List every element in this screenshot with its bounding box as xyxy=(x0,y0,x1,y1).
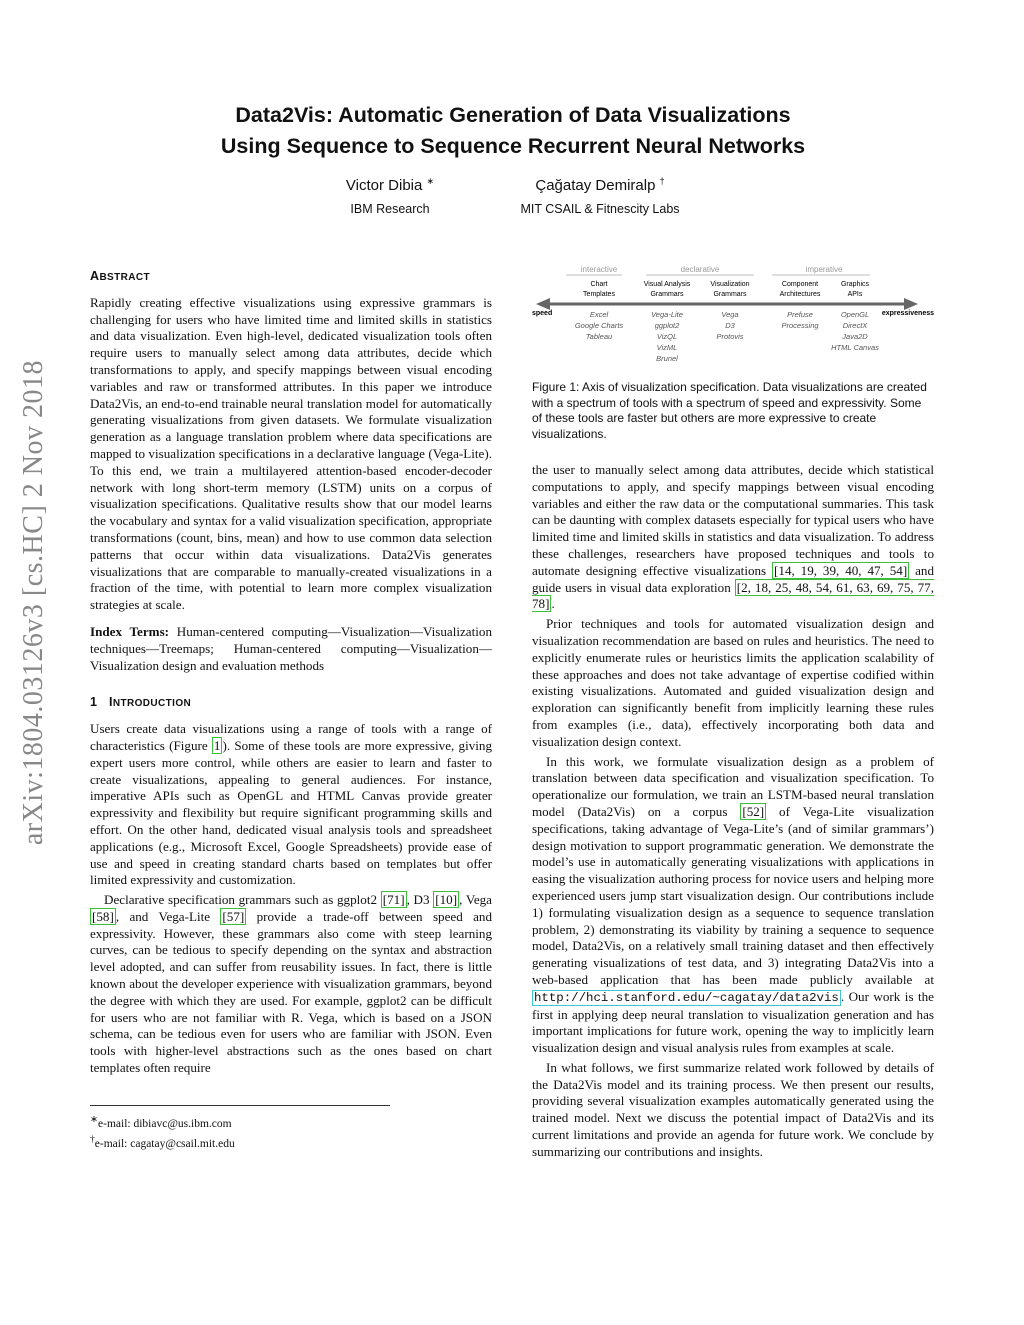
intro-paragraph-1: Users create data visualizations using a range of tools with a range of characteristics (Figure 1 ). Some of these tools are more expressive, giving expert users more control, while others are easier to learn and faster to create visualizations, appealing to general audiences. For instance, imperative APIs such as OpenGL and HTML Canvas provide greater expressivity and flexibility but require significant programming skills and effort. On the other hand, dedicated visual analysis tools and spreadsheet applications (e.g., Microsoft Excel, Google Spreadsheets) provide ease of use and speed in creating standard charts based on templates but offer limited expressivity and customization. xyxy=(90,721,492,888)
axis-label-expressiveness: expressiveness xyxy=(881,310,934,317)
tool-name: OpenGL xyxy=(840,310,870,319)
citation-link[interactable]: [58] xyxy=(92,908,114,924)
paper-title xyxy=(90,100,936,162)
citation-link[interactable]: [14, 19, 39, 40, 47, 54] xyxy=(774,562,908,578)
footnote-divider xyxy=(90,1105,390,1106)
tool-name: Excel xyxy=(589,310,609,319)
author-name: Victor Dibia xyxy=(345,177,423,194)
body-paragraph-3: In this work, we formulate visualization design as a problem of translation between data specification and visualization specification. To operationalize our formulation, we train an LSTM-based neural translation model (Data2Vis) on a corpus [52] of Vega-Lite visualization specifications, taking advantage of Vega-Lite’s (and of similar grammars’) design motivation to support programmatic generation. We demonstrate the model’s use in automatically generating visualizations with applications in easing the visualization authoring process for novice users and helping more experienced users jump start visualization design. Our contributions include 1) formulating visualization design as a sequence to sequence translation problem, 2) demonstrating its viability by training a sequence to sequence model, Data2Vis, on a relatively small training dataset and then effectively generating visualizations of test data, and 3) integrating Data2Vis into a web-based application that has been made publicly available at http://hci.stanford.edu/~cagatay/data2vis . Our work is the first in applying deep neural translation to visualization generation and has important implications for future work, opening the way to implicitly learn visualization design and visual analysis rules from examples at scale. xyxy=(532,753,934,1056)
title-line-1: Data2Vis: Automatic Generation of Data Visualizations xyxy=(235,103,791,127)
tool-columns xyxy=(575,281,879,363)
column-header: Visualization xyxy=(710,281,750,288)
tool-name: VizQL xyxy=(656,332,678,341)
axis-arrow-left xyxy=(536,298,550,310)
column-header: Chart xyxy=(590,281,608,288)
body-paragraph-1: the user to manually select among data attributes, decide which statistical computations to apply, and specify mappings between visual encoding variables and either the raw data or the computational summaries. This task can be daunting with complex datasets especially for typical users who have limited time and limited skills in statistics and data visualization. To address these challenges, researchers have proposed techniques and tools to automate designing effective visualizations [14, 19, 39, 40, 47, 54] and guide users in visual data exploration [2, 18, 25, 48, 54, 61, 63, 69, 75, 77, 78] . xyxy=(532,462,934,612)
figure-caption: Figure 1: Axis of visualization specification. Data visualizations are created with a spectrum of tools with a spectrum of speed and expressivity. Some of these tools are faster but others are more expressive to create visualizations. xyxy=(532,380,927,441)
tool-name: Java2D xyxy=(842,332,868,341)
group-label-imperative: imperative xyxy=(805,265,843,274)
footnote-item: †e-mail: cagatay@csail.mit.edu xyxy=(90,1133,235,1150)
tool-name: HTML Canvas xyxy=(831,343,879,352)
group-label-declarative: declarative xyxy=(680,265,720,274)
spectrum-diagram xyxy=(532,262,934,372)
column-header: Visual Analysis xyxy=(643,281,691,288)
tool-name: Vega xyxy=(721,310,739,319)
author-mark: † xyxy=(659,176,665,186)
introduction-heading: 1 INTRODUCTION xyxy=(90,695,192,710)
tool-name: VizML xyxy=(656,343,678,352)
footnotes xyxy=(90,1105,492,1152)
author-1 xyxy=(300,176,480,216)
left-column xyxy=(90,268,492,1077)
author-mark: ∗ xyxy=(426,176,435,186)
tool-name: Tableau xyxy=(585,332,613,341)
figure-ref-link[interactable]: 1 xyxy=(213,737,221,753)
tool-name: Google Charts xyxy=(574,321,624,330)
citation-link[interactable]: [2, 18, 25, 48, 54, 61, 63, 69, 75, 77, 78] xyxy=(532,579,934,612)
author-affiliation: IBM Research xyxy=(350,202,430,216)
citation-link[interactable]: [71] xyxy=(382,892,405,908)
tool-name: Vega-Lite xyxy=(651,310,683,319)
group-label-interactive: interactive xyxy=(580,265,618,274)
tool-name: Processing xyxy=(781,321,819,330)
column-header: Grammars xyxy=(650,291,684,298)
arxiv-identifier: arXiv:1804.03126v3 [cs.HC] 2 Nov 2018 xyxy=(18,360,49,846)
tool-name: ggplot2 xyxy=(654,321,680,330)
column-header: APIs xyxy=(847,291,863,298)
right-column xyxy=(532,462,934,1161)
column-header: Component xyxy=(781,281,819,288)
citation-link[interactable]: [10] xyxy=(435,892,458,908)
tool-name: Prefuse xyxy=(787,310,813,319)
citation-link[interactable]: [52] xyxy=(742,803,765,819)
index-terms xyxy=(90,624,492,674)
author-name: Çağatay Demiralp xyxy=(535,177,656,194)
title-block xyxy=(90,100,936,162)
project-url-link[interactable]: http://hci.stanford.edu/~cagatay/data2vis xyxy=(534,990,839,1005)
abstract-text: Rapidly creating effective visualizations using expressive grammars is challenging for users who have limited time and limited skills in statistics and data visualization. Even high-level, dedicated visualization tools often require users to manually select among data attributes, decide which transformations to apply, and specify mappings between visual encoding variables and raw or transformed attributes. In this paper we introduce Data2Vis, an end-to-end trainable neural translation model for automatically generating visualizations from given datasets. We formulate visualization generation as a language translation problem where data specifications are mapped to visualization specifications in a declarative language (Vega-Lite). To this end, we train a multilayered attention-based encoder-decoder network with long short-term memory (LSTM) units on a corpus of visualization specifications. Qualitative results show that our model learns the vocabulary and syntax for a valid visualization specification, appropriate transformations (count, bins, mean) and how to use common data selection patterns that occur within data visualizations. Data2Vis generates visualizations that are comparable to manually-created visualizations in a fraction of the time, with potential to learn more complex visualization strategies at scale. xyxy=(90,294,492,613)
title-line-2: Using Sequence to Sequence Recurrent Neural Networks xyxy=(220,134,806,158)
body-paragraph-4: In what follows, we first summarize related work followed by details of the Data2Vis model and its training process. We then present our results, providing several visualization examples automatically generated using the trained model. Next we discuss the potential impact of Data2Vis and its current limitations and provide an agenda for future work. We conclude by summarizing our contributions and insights. xyxy=(532,1059,934,1159)
tool-name: Protovis xyxy=(716,332,744,341)
tool-name: DirectX xyxy=(842,321,868,330)
index-terms-label: Index Terms: xyxy=(90,623,170,639)
body-paragraph-2: Prior techniques and tools for automated visualization design and visualization recommendation are based on rules and heuristics. The need to explicitly enumerate rules or heuristics limits the application scalability of these approaches and does not take advantage of expertise codified within existing visualizations. Automated and guided visualization design and exploration can significantly benefit from implicitly learning these rules from examples (i.e., data), effectively incorporating both data and visualization design context. xyxy=(532,616,934,749)
tool-name: Brunel xyxy=(656,354,678,363)
figure-1 xyxy=(532,262,934,442)
axis-arrow-right xyxy=(904,298,918,310)
intro-paragraph-2: Declarative specification grammars such as ggplot2 [71] , D3 [10] , Vega [58] , and Vega-Lite [57] provide a trade-off between speed and expressivity. However, these grammars also come with steep learning curves, can be tedious to specify depending on the syntax and abstraction level adopted, and can suffer from reusability issues. In fact, there is little known about the developer experience with visualization grammars, beyond the degree with which they are used. For example, ggplot2 can be difficult for users who are not familiar with R. Vega, which is based on a JSON schema, can be tedious even for users who are familiar with JSON. Even tools with higher-level abstractions such as the ones based on chart templates often require xyxy=(90,892,492,1076)
axis-label-speed: speed xyxy=(532,310,553,317)
index-terms-text: Human-centered computing—Visualization—Visualization techniques—Treemaps; Human-centered computing—Visualization—Visualization design and evaluation methods xyxy=(90,623,492,673)
author-affiliation: MIT CSAIL & Fitnescity Labs xyxy=(520,202,680,216)
column-header: Grammars xyxy=(713,291,747,298)
author-2 xyxy=(490,176,710,216)
abstract-heading: ABSTRACT xyxy=(90,269,151,283)
column-header: Graphics xyxy=(840,281,870,288)
footnote-item: ∗e-mail: dibiavc@us.ibm.com xyxy=(90,1114,232,1130)
column-header: Templates xyxy=(583,291,615,298)
citation-link[interactable]: [57] xyxy=(222,908,245,924)
column-header: Architectures xyxy=(779,291,821,298)
tool-name: D3 xyxy=(725,321,735,330)
